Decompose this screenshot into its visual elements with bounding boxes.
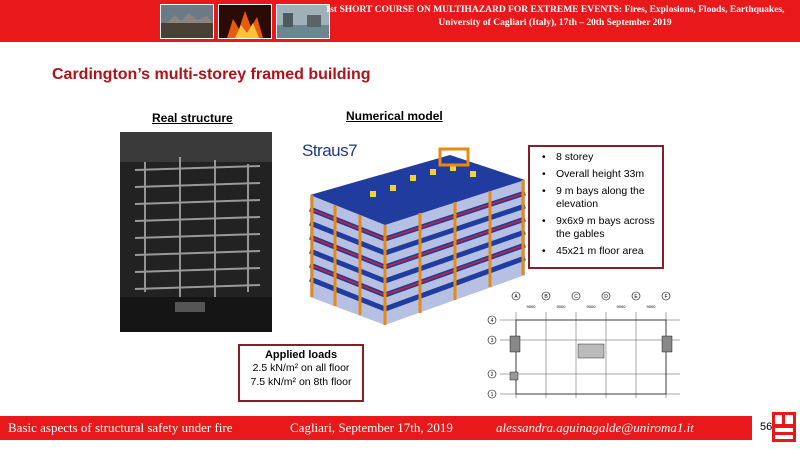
feature-item: • Overall height 33m — [540, 168, 656, 181]
footer-bar — [0, 416, 752, 440]
real-structure-photo — [120, 132, 272, 332]
fire-thumbnail — [218, 4, 272, 39]
straus7-logo-text: Straus7 — [302, 141, 358, 160]
features-list — [540, 151, 656, 258]
plan-bay-dim: 9000 — [586, 304, 596, 309]
building-features-box — [528, 145, 664, 269]
plan-col-label-b: B — [544, 294, 548, 300]
course-title-line: 1st SHORT COURSE ON MULTIHAZARD FOR EXTREME EVENTS: Fires, Explosions, Floods, Earthquakes, — [325, 5, 785, 15]
footer-place-date: Cagliari, September 17th, 2019 — [290, 420, 453, 435]
header-banner — [0, 0, 800, 42]
feature-item: • 8 storey — [540, 151, 656, 164]
feature-item: • 9x6x9 m bays across the gables — [540, 215, 656, 241]
feature-item: • 9 m bays along the elevation — [540, 185, 656, 211]
plan-row-label-1: 1 — [490, 392, 494, 398]
course-venue-line: University of Cagliari (Italy), 17th – 20th September 2019 — [438, 18, 672, 28]
plan-col-label-d: D — [604, 294, 608, 300]
plan-row-label-3: 3 — [490, 338, 494, 344]
plan-col-label-f: F — [664, 294, 668, 300]
plan-bay-dim: 9000 — [646, 304, 656, 309]
applied-loads-box — [238, 344, 364, 402]
plan-row-label-4: 4 — [490, 318, 494, 324]
page-number: 56 — [760, 421, 773, 433]
applied-loads-title: Applied loads — [264, 349, 338, 361]
floor-plan-drawing — [480, 288, 700, 402]
earthquake-thumbnail — [160, 4, 214, 39]
load-line-8th-floor: 7.5 kN/m² on 8th floor — [250, 376, 352, 388]
footer-topic: Basic aspects of structural safety under fire — [8, 420, 233, 435]
course-header-text — [315, 4, 795, 30]
numerical-model-label: Numerical model — [346, 109, 443, 123]
plan-col-label-c: C — [574, 294, 578, 300]
footer-email: alessandra.aguinagalde@uniroma1.it — [496, 420, 694, 435]
plan-bay-dim: 9000 — [556, 304, 566, 309]
load-line-all-floors: 2.5 kN/m² on all floor — [252, 362, 350, 374]
feature-item: • 45x21 m floor area — [540, 245, 656, 258]
slide-title: Cardington’s multi-storey framed building — [52, 66, 371, 83]
plan-row-label-2: 2 — [490, 372, 494, 378]
real-structure-label: Real structure — [152, 111, 233, 125]
plan-bay-dim: 9000 — [616, 304, 626, 309]
plan-col-label-e: E — [634, 294, 638, 300]
university-logo-icon — [772, 412, 796, 442]
plan-bay-dim: 9000 — [526, 304, 536, 309]
plan-col-label-a: A — [514, 294, 518, 300]
